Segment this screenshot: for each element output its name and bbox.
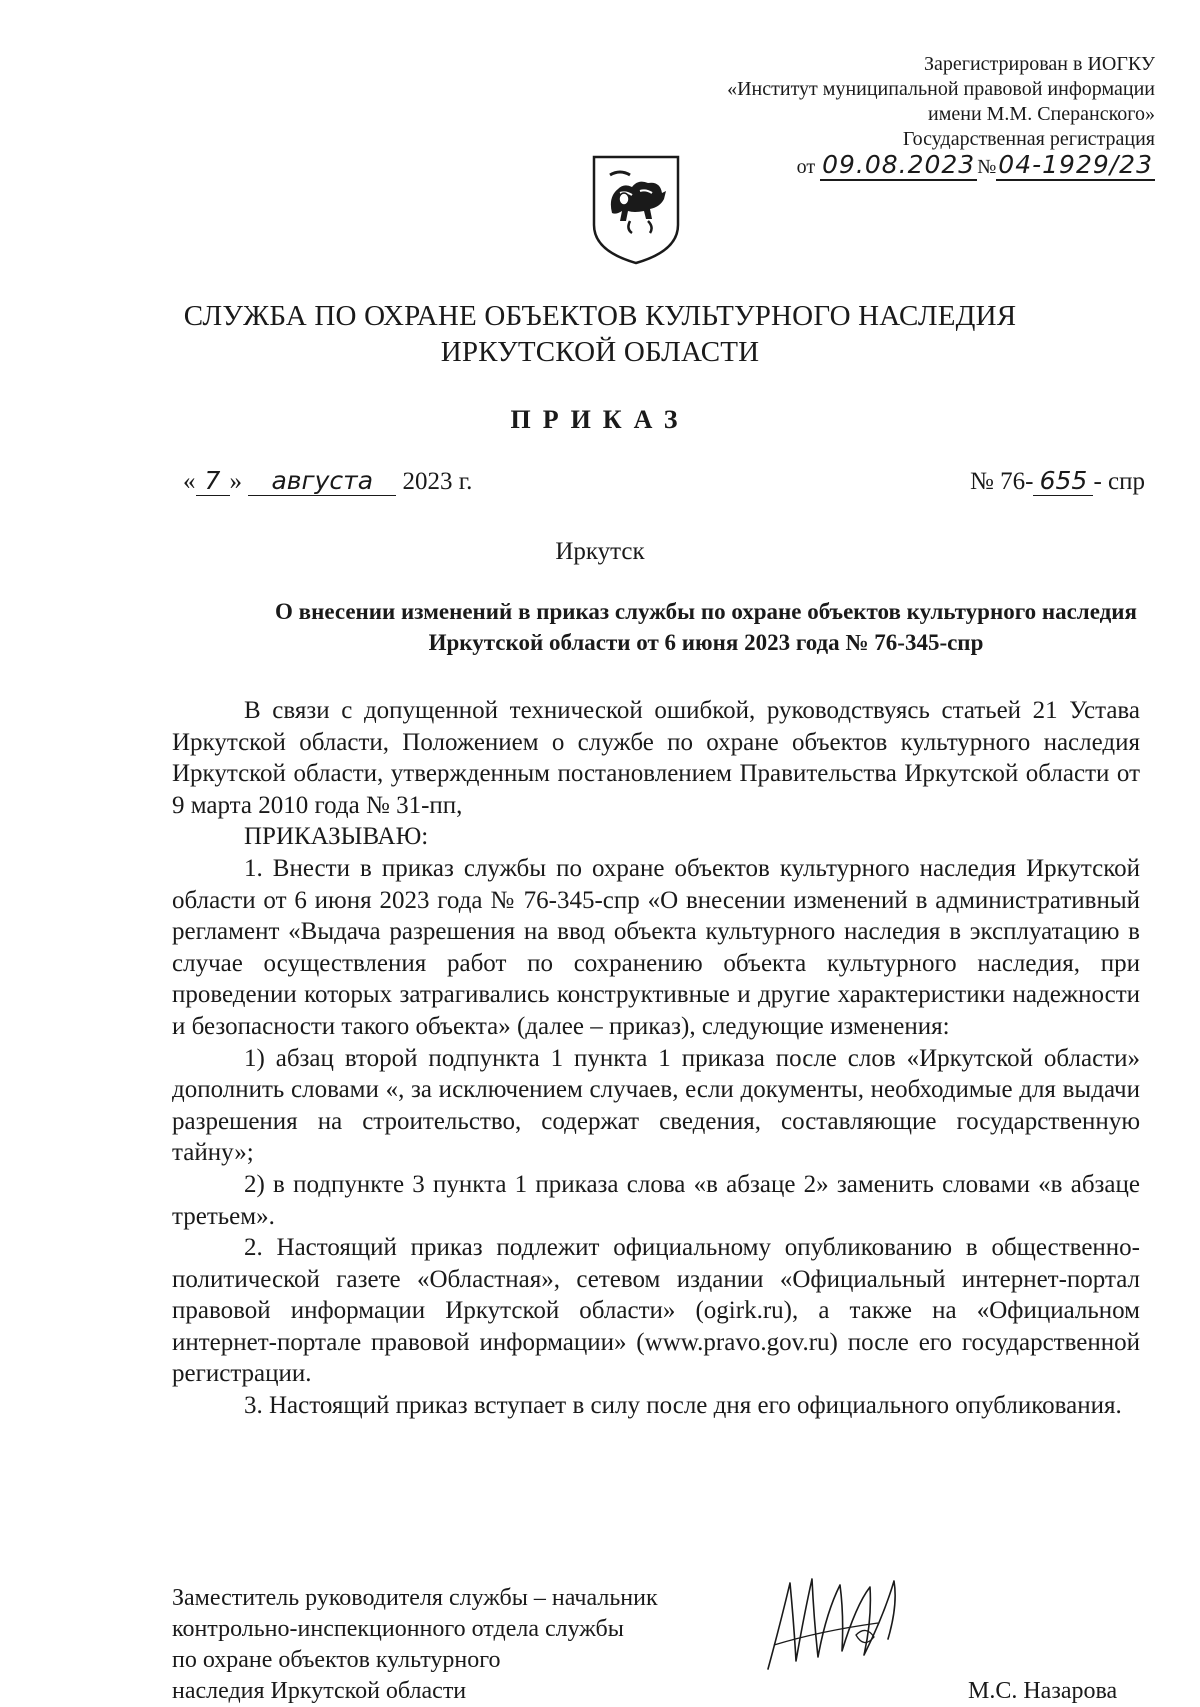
registration-from-label: от: [796, 156, 816, 178]
registration-number: 04-1929/23: [998, 150, 1153, 179]
city: Иркутск: [555, 538, 645, 565]
order-number-value: 655: [1033, 466, 1093, 496]
order-number: [970, 466, 1145, 496]
registration-line-3: имени М.М. Сперанского»: [928, 103, 1155, 125]
order-date: [183, 466, 472, 496]
registration-number-line: [635, 152, 1155, 180]
irkutsk-coat-of-arms-icon: [590, 153, 682, 266]
order-subject: О внесении изменений в приказ службы по охране объектов культурного наследия Иркутской области от 6 июня 2023 года № 76-345-спр: [275, 599, 1137, 655]
registration-line-1: Зарегистрирован в ИОГКУ: [924, 53, 1155, 75]
signer-name: М.С. Назарова: [968, 1678, 1118, 1704]
order-number-suffix: - спр: [1093, 468, 1145, 495]
paragraph-item-3: 3. Настоящий приказ вступает в силу после дня его официального опубликования.: [244, 1392, 1122, 1420]
order-body: [172, 695, 1140, 1422]
registration-date: 09.08.2023: [822, 150, 976, 179]
order-month: августа: [248, 466, 396, 496]
organization-name: [0, 298, 1200, 370]
paragraph-subitem-1: 1) абзац второй подпункта 1 пункта 1 приказа после слов «Иркутской области» дополнить словами «, за исключением случаев, если документы, необходимые для выдачи разрешения на строительство, содержат сведения, составляющие государственную тайну»;: [172, 1044, 1140, 1167]
registration-number-label: №: [977, 156, 997, 178]
organization-name-line-1: СЛУЖБА ПО ОХРАНЕ ОБЪЕКТОВ КУЛЬТУРНОГО НАСЛЕДИЯ: [183, 300, 1017, 332]
order-day: 7: [196, 466, 230, 496]
paragraph-item-2: 2. Настоящий приказ подлежит официальному опубликованию в общественно-политической газете «Областная», сетевом издании «Официальный интернет-портал правовой информации Иркутской области» (ogirk.ru), а также на «Официальном интернет-портале правовой информации» (www.pravo.gov.ru) после его государственной регистрации.: [172, 1234, 1140, 1388]
paragraph-item-1: 1. Внести в приказ службы по охране объектов культурного наследия Иркутской области от 6 июня 2023 года № 76-345-спр «О внесении изменений в административный регламент «Выдача разрешения на ввод объекта культурного наследия в эксплуатацию в случае осуществления работ по сохранению объекта культурного наследия, при проведении которых затрагивались конструктивные и другие характеристики надежности и безопасности такого объекта» (далее – приказ), следующие изменения:: [172, 854, 1140, 1040]
paragraph-preamble: В связи с допущенной технической ошибкой, руководствуясь статьей 21 Устава Иркутской области, Положением о службе по охране объектов культурного наследия Иркутской области, утвержденным постановлением Правительства Иркутской области от 9 марта 2010 года № 31-пп,: [172, 697, 1140, 819]
order-year: 2023 г.: [402, 468, 473, 495]
registration-stamp: [635, 52, 1155, 180]
document-type: ПРИКАЗ: [510, 405, 690, 434]
organization-name-line-2: ИРКУТСКОЙ ОБЛАСТИ: [440, 336, 760, 368]
signer-position-line-3: по охране объектов культурного: [172, 1647, 501, 1673]
date-quote-close: »: [229, 468, 242, 495]
registration-line-4: Государственная регистрация: [902, 128, 1155, 150]
signer-position-line-4: наследия Иркутской области: [172, 1678, 467, 1704]
signer-position: [172, 1583, 732, 1707]
paragraph-subitem-2: 2) в подпункте 3 пункта 1 приказа слова «в абзаце 2» заменить словами «в абзаце третьем».: [172, 1170, 1140, 1230]
signer-position-line-1: Заместитель руководителя службы – начальник: [172, 1585, 658, 1611]
registration-line-2: «Институт муниципальной правовой информации: [727, 78, 1155, 100]
date-quote-open: «: [183, 468, 196, 495]
order-number-prefix: № 76-: [970, 468, 1034, 495]
order-word: ПРИКАЗЫВАЮ:: [244, 823, 429, 851]
handwritten-signature: [760, 1565, 905, 1675]
signer-position-line-2: контрольно-инспекционного отдела службы: [172, 1616, 624, 1642]
